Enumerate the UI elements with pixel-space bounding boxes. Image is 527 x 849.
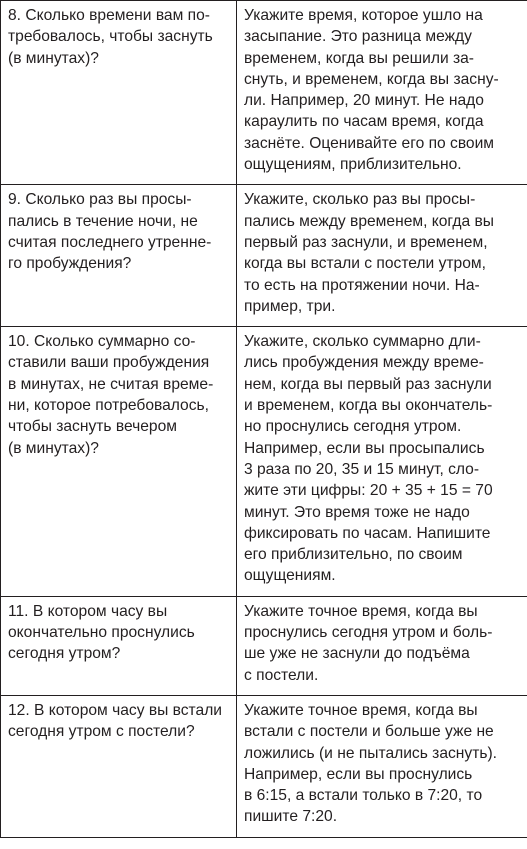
- answer-cell: Укажите, сколько раз вы просы- пались между временем, когда вы первый раз заснули, и временем, когда вы встали с постели утром, то есть на протяжении ночи. На- пример, три.: [237, 185, 527, 327]
- question-cell: 9. Сколько раз вы просы- пались в течение ночи, не считая последнего утренне- го пробуждения?: [1, 185, 237, 327]
- answer-cell: Укажите точное время, когда вы встали с постели и больше уже не ложились (и не пытались заснуть). Например, если вы проснулись в 6:15, а встали только в 7:20, то пишите 7:20.: [237, 695, 527, 837]
- table-row: [1, 596, 527, 695]
- table-row: [1, 185, 527, 327]
- table-row: [1, 1, 527, 185]
- question-cell: 10. Сколько суммарно со- ставили ваши пробуждения в минутах, не считая време- ни, которое потребовалось, чтобы заснуть вечером (в минутах)?: [1, 327, 237, 597]
- question-cell: 12. В котором часу вы встали сегодня утром с постели?: [1, 695, 237, 837]
- answer-cell: Укажите время, которое ушло на засыпание. Это разница между временем, когда вы решили за- снуть, и временем, когда вы засну- ли. Например, 20 минут. Не надо караулить по часам время, когда заснёте. Оценивайте его по своим ощущениям, приблизительно.: [237, 1, 527, 185]
- question-cell: 11. В котором часу вы окончательно проснулись сегодня утром?: [1, 596, 237, 695]
- table-row: [1, 327, 527, 597]
- table-row: [1, 695, 527, 837]
- answer-cell: Укажите точное время, когда вы проснулись сегодня утром и боль- ше уже не заснули до подъёма с постели.: [237, 596, 527, 695]
- answer-cell: Укажите, сколько суммарно дли- лись пробуждения между време- нем, когда вы первый раз заснули и временем, когда вы окончатель- но проснулись сегодня утром. Например, если вы просыпались 3 раза по 20, 35 и 15 минут, сло- жите эти цифры: 20 + 35 + 15 = 70 минут. Это время тоже не надо фиксировать по часам. Напишите его приблизительно, по своим ощущениям.: [237, 327, 527, 597]
- question-cell: 8. Сколько времени вам по- требовалось, чтобы заснуть (в минутах)?: [1, 1, 237, 185]
